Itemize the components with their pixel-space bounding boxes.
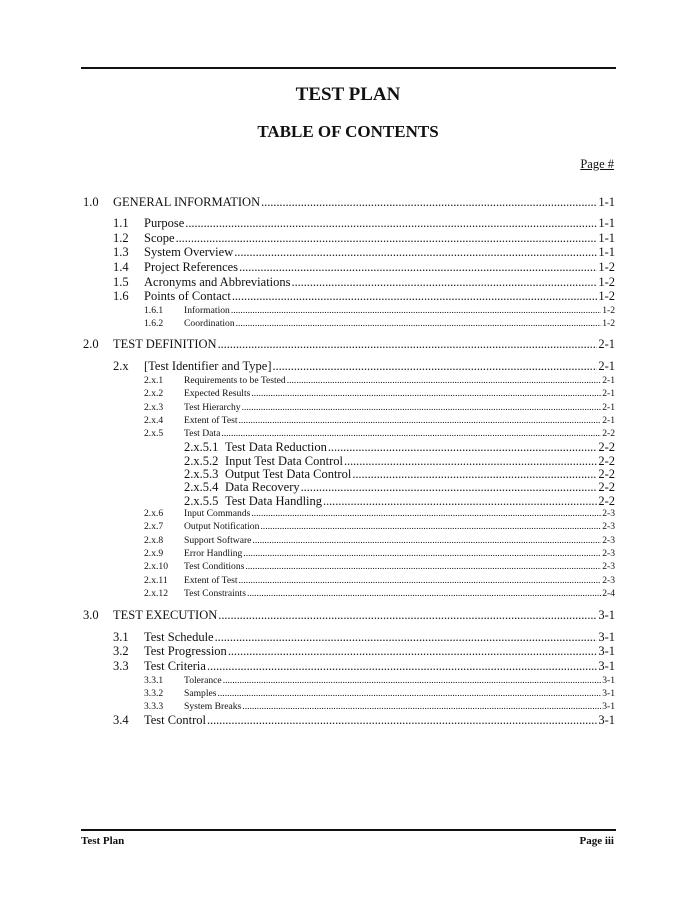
toc-entry-page[interactable]: 1-2 bbox=[598, 289, 615, 303]
dot-leader bbox=[215, 630, 598, 645]
dot-leader bbox=[260, 520, 601, 533]
toc-entry-line bbox=[184, 700, 615, 713]
toc-entry[interactable] bbox=[0, 275, 696, 290]
toc-entry-title[interactable]: Output Test Data Control bbox=[225, 467, 352, 481]
toc-entry-page[interactable]: 1-1 bbox=[598, 231, 615, 245]
toc-entry-line bbox=[184, 587, 615, 600]
toc-entry-number: 2.x.7 bbox=[144, 521, 164, 532]
dot-leader bbox=[207, 713, 597, 728]
toc-entry-number: 1.3 bbox=[113, 245, 129, 259]
toc-entry[interactable] bbox=[0, 216, 696, 231]
toc-entry-line bbox=[144, 659, 615, 674]
toc-entry-page[interactable]: 3-1 bbox=[598, 713, 615, 727]
dot-leader bbox=[234, 245, 597, 260]
toc-entry-line bbox=[184, 534, 615, 547]
toc-entry[interactable] bbox=[0, 507, 696, 520]
toc-entry[interactable] bbox=[0, 401, 696, 414]
footer-page-number: Page iii bbox=[579, 835, 614, 847]
toc-entry-line bbox=[144, 359, 615, 374]
dot-leader bbox=[221, 427, 601, 440]
toc-entry-title[interactable]: Requirements to be Tested bbox=[184, 375, 286, 386]
dot-leader bbox=[218, 337, 598, 352]
toc-entry-title[interactable]: Samples bbox=[184, 688, 217, 699]
toc-entry-title[interactable]: Extent of Test bbox=[184, 575, 238, 586]
toc-entry-line bbox=[184, 560, 615, 573]
toc-entry-page[interactable]: 2-3 bbox=[602, 521, 615, 532]
toc-entry[interactable] bbox=[0, 520, 696, 533]
toc-entry-title[interactable]: System Overview bbox=[144, 245, 234, 259]
toc-entry-number: 1.4 bbox=[113, 260, 129, 274]
toc-entry-line bbox=[144, 231, 615, 246]
toc-entry-line bbox=[184, 674, 615, 687]
toc-entry-number: 1.1 bbox=[113, 216, 129, 230]
toc-entry[interactable] bbox=[0, 245, 696, 260]
dot-leader bbox=[239, 414, 602, 427]
toc-entry[interactable] bbox=[0, 674, 696, 687]
dot-leader bbox=[242, 401, 602, 414]
toc-entry-page[interactable]: 2-1 bbox=[602, 402, 615, 413]
toc-entry-line bbox=[144, 644, 615, 659]
toc-entry[interactable] bbox=[0, 534, 696, 547]
toc-entry-number: 3.4 bbox=[113, 713, 129, 727]
dot-leader bbox=[252, 534, 601, 547]
toc-entry-line bbox=[184, 520, 615, 533]
toc-entry-title[interactable]: Output Notification bbox=[184, 521, 260, 532]
toc-entry-number: 2.x.5.2 bbox=[184, 454, 219, 468]
toc-entry-title[interactable]: Coordination bbox=[184, 318, 235, 329]
toc-entry-number: 3.1 bbox=[113, 630, 129, 644]
toc-entry-page[interactable]: 2-3 bbox=[602, 535, 615, 546]
page-column-header: Page # bbox=[580, 157, 614, 171]
dot-leader bbox=[236, 317, 602, 330]
dot-leader bbox=[301, 480, 598, 495]
toc-entry[interactable] bbox=[0, 440, 696, 455]
toc-entry-title[interactable]: Expected Results bbox=[184, 388, 251, 399]
toc-entry-title[interactable]: Test Progression bbox=[144, 644, 227, 658]
toc-entry-title[interactable]: Scope bbox=[144, 231, 175, 245]
toc-entry-number: 2.x.12 bbox=[144, 588, 168, 599]
toc-entry-line bbox=[144, 245, 615, 260]
toc-entry-page[interactable]: 1-2 bbox=[602, 305, 615, 316]
toc-entry-page[interactable]: 2-2 bbox=[602, 428, 615, 439]
toc-entry[interactable] bbox=[0, 480, 696, 495]
toc-entry-title[interactable]: GENERAL INFORMATION bbox=[113, 195, 261, 209]
dot-leader bbox=[232, 289, 598, 304]
toc-entry-page[interactable]: 3-1 bbox=[598, 630, 615, 644]
toc-entry-line bbox=[113, 608, 615, 623]
dot-leader bbox=[228, 644, 598, 659]
toc-entry-number: 3.3.3 bbox=[144, 701, 164, 712]
toc-entry[interactable] bbox=[0, 260, 696, 275]
toc-entry-page[interactable]: 2-2 bbox=[598, 494, 615, 508]
toc-entry-page[interactable]: 3-1 bbox=[598, 644, 615, 658]
dot-leader bbox=[261, 195, 597, 210]
toc-entry-number: 2.x.5.3 bbox=[184, 467, 219, 481]
toc-entry-number: 3.3.1 bbox=[144, 675, 164, 686]
toc-entry-page[interactable]: 2-2 bbox=[598, 454, 615, 468]
toc-entry[interactable] bbox=[0, 195, 696, 210]
toc-entry-page[interactable]: 2-3 bbox=[602, 548, 615, 559]
toc-entry[interactable] bbox=[0, 574, 696, 587]
dot-leader bbox=[328, 440, 597, 455]
toc-entry-line bbox=[184, 574, 615, 587]
toc-entry-title[interactable]: Test Data Handling bbox=[225, 494, 323, 508]
dot-leader bbox=[292, 275, 598, 290]
toc-entry-number: 2.x.8 bbox=[144, 535, 164, 546]
toc-entry-number: 2.x.5.4 bbox=[184, 480, 219, 494]
toc-entry-title[interactable]: Test Data bbox=[184, 428, 221, 439]
dot-leader bbox=[245, 560, 601, 573]
toc-entry[interactable] bbox=[0, 608, 696, 623]
document-title: TEST PLAN bbox=[295, 84, 401, 105]
toc-heading: TABLE OF CONTENTS bbox=[257, 122, 439, 141]
toc-entry-title[interactable]: [Test Identifier and Type] bbox=[144, 359, 272, 373]
toc-entry[interactable] bbox=[0, 560, 696, 573]
toc-entry-title[interactable]: Test Hierarchy bbox=[184, 402, 241, 413]
toc-entry-title[interactable]: Points of Contact bbox=[144, 289, 231, 303]
toc-entry-number: 2.x.1 bbox=[144, 375, 164, 386]
toc-entry-number: 2.x.6 bbox=[144, 508, 164, 519]
header-rule bbox=[81, 67, 616, 69]
toc-entry-number: 2.x.11 bbox=[144, 575, 168, 586]
dot-leader bbox=[239, 260, 597, 275]
dot-leader bbox=[251, 387, 601, 400]
toc-entry-line bbox=[184, 507, 615, 520]
toc-entry-title[interactable]: Information bbox=[184, 305, 230, 316]
toc-entry-number: 2.x bbox=[113, 359, 129, 373]
dot-leader bbox=[243, 547, 601, 560]
toc-entry[interactable] bbox=[0, 587, 696, 600]
toc-entry-title[interactable]: Test Constraints bbox=[184, 588, 246, 599]
toc-entry-number: 2.x.4 bbox=[144, 415, 164, 426]
toc-entry-page[interactable]: 2-1 bbox=[602, 388, 615, 399]
toc-entry-number: 3.3.2 bbox=[144, 688, 164, 699]
toc-entry-number: 1.6.2 bbox=[144, 318, 164, 329]
dot-leader bbox=[247, 587, 601, 600]
toc-entry-number: 1.6.1 bbox=[144, 305, 164, 316]
dot-leader bbox=[272, 359, 597, 374]
toc-entry-title[interactable]: Data Recovery bbox=[225, 480, 300, 494]
dot-leader bbox=[239, 574, 602, 587]
toc-entry-title[interactable]: TEST DEFINITION bbox=[113, 337, 217, 351]
dot-leader bbox=[231, 304, 601, 317]
toc-entry-page[interactable]: 2-2 bbox=[598, 467, 615, 481]
toc-entry[interactable] bbox=[0, 547, 696, 560]
toc-entry-page[interactable]: 1-1 bbox=[598, 245, 615, 259]
dot-leader bbox=[207, 659, 597, 674]
toc-entry-number: 2.x.10 bbox=[144, 561, 168, 572]
toc-entry-page[interactable]: 2-2 bbox=[598, 480, 615, 494]
toc-entry-title[interactable]: Error Handling bbox=[184, 548, 243, 559]
toc-entry-line bbox=[184, 374, 615, 387]
footer-doc-title: Test Plan bbox=[81, 835, 125, 847]
toc-entry-line bbox=[184, 304, 615, 317]
toc-entry[interactable] bbox=[0, 337, 696, 352]
toc-entry-line bbox=[184, 414, 615, 427]
toc-entry-page[interactable]: 1-1 bbox=[598, 195, 615, 209]
toc-entry-number: 3.0 bbox=[83, 608, 99, 622]
toc-entry-title[interactable]: Test Schedule bbox=[144, 630, 214, 644]
toc-entry-page[interactable]: 1-2 bbox=[598, 260, 615, 274]
toc-entry-page[interactable]: 3-1 bbox=[602, 688, 615, 699]
toc-entry-title[interactable]: Input Commands bbox=[184, 508, 251, 519]
toc-entry-title[interactable]: Tolerance bbox=[184, 675, 222, 686]
toc-entry[interactable] bbox=[0, 387, 696, 400]
toc-entry-line bbox=[184, 401, 615, 414]
toc-entry-title[interactable]: Test Criteria bbox=[144, 659, 206, 673]
toc-entry[interactable] bbox=[0, 359, 696, 374]
toc-entry-line bbox=[144, 630, 615, 645]
toc-entry-page[interactable]: 2-3 bbox=[602, 508, 615, 519]
toc-entry-title[interactable]: Project References bbox=[144, 260, 239, 274]
toc-entry-page[interactable]: 2-1 bbox=[602, 415, 615, 426]
toc-entry[interactable] bbox=[0, 289, 696, 304]
dot-leader bbox=[176, 231, 598, 246]
toc-entry[interactable] bbox=[0, 713, 696, 728]
toc-entry[interactable] bbox=[0, 374, 696, 387]
dot-leader bbox=[185, 216, 597, 231]
toc-entry-page[interactable]: 3-1 bbox=[598, 659, 615, 673]
toc-entry-page[interactable]: 2-1 bbox=[598, 359, 615, 373]
toc-entry[interactable] bbox=[0, 427, 696, 440]
toc-entry-page[interactable]: 2-1 bbox=[602, 375, 615, 386]
dot-leader bbox=[218, 687, 602, 700]
toc-entry-number: 2.x.5 bbox=[144, 428, 164, 439]
toc-entry-line bbox=[113, 195, 615, 210]
toc-entry-title[interactable]: Purpose bbox=[144, 216, 185, 230]
toc-entry-number: 2.x.9 bbox=[144, 548, 164, 559]
toc-entry-title[interactable]: Input Test Data Control bbox=[225, 454, 343, 468]
toc-entry-page[interactable]: 1-2 bbox=[602, 318, 615, 329]
toc-entry[interactable] bbox=[0, 659, 696, 674]
toc-entry-number: 1.5 bbox=[113, 275, 129, 289]
toc-entry-title[interactable]: Test Conditions bbox=[184, 561, 245, 572]
toc-entry-line bbox=[184, 387, 615, 400]
toc-entry[interactable] bbox=[0, 304, 696, 317]
toc-entry-number: 2.0 bbox=[83, 337, 99, 351]
toc-entry[interactable] bbox=[0, 687, 696, 700]
toc-entry[interactable] bbox=[0, 231, 696, 246]
toc-entry-number: 1.2 bbox=[113, 231, 129, 245]
toc-entry-line bbox=[144, 289, 615, 304]
toc-entry[interactable] bbox=[0, 630, 696, 645]
toc-entry[interactable] bbox=[0, 317, 696, 330]
toc-entry-title[interactable]: Acronyms and Abbreviations bbox=[144, 275, 291, 289]
toc-entry[interactable] bbox=[0, 414, 696, 427]
toc-entry-line bbox=[144, 275, 615, 290]
footer-rule bbox=[81, 829, 616, 831]
toc-entry-number: 2.x.3 bbox=[144, 402, 164, 413]
toc-entry-title[interactable]: TEST EXECUTION bbox=[113, 608, 218, 622]
toc-entry-number: 2.x.2 bbox=[144, 388, 164, 399]
toc-entry-title[interactable]: Test Data Reduction bbox=[225, 440, 327, 454]
toc-entry-line bbox=[184, 687, 615, 700]
toc-entry-line bbox=[113, 337, 615, 352]
toc-entry-number: 2.x.5.1 bbox=[184, 440, 219, 454]
toc-entry-page[interactable]: 2-1 bbox=[598, 337, 615, 351]
toc-entry-page[interactable]: 2-3 bbox=[602, 561, 615, 572]
toc-entry-page[interactable]: 2-4 bbox=[602, 588, 615, 599]
toc-entry-page[interactable]: 3-1 bbox=[598, 608, 615, 622]
toc-entry-page[interactable]: 3-1 bbox=[602, 701, 615, 712]
dot-leader bbox=[251, 507, 601, 520]
toc-entry-line bbox=[184, 427, 615, 440]
dot-leader bbox=[242, 700, 601, 713]
toc-entry-title[interactable]: Test Control bbox=[144, 713, 206, 727]
toc-entry-page[interactable]: 1-2 bbox=[598, 275, 615, 289]
toc-entry-line bbox=[225, 480, 615, 495]
toc-entry-page[interactable]: 3-1 bbox=[602, 675, 615, 686]
toc-entry-number: 1.0 bbox=[83, 195, 99, 209]
toc-entry-number: 3.2 bbox=[113, 644, 129, 658]
toc-entry-number: 3.3 bbox=[113, 659, 129, 673]
toc-entry-title[interactable]: Extent of Test bbox=[184, 415, 238, 426]
toc-entry-line bbox=[225, 440, 615, 455]
toc-entry-line bbox=[144, 713, 615, 728]
toc-entry-line bbox=[144, 260, 615, 275]
toc-entry[interactable] bbox=[0, 644, 696, 659]
toc-entry[interactable] bbox=[0, 700, 696, 713]
toc-entry-page[interactable]: 2-2 bbox=[598, 440, 615, 454]
toc-entry-line bbox=[144, 216, 615, 231]
dot-leader bbox=[223, 674, 602, 687]
dot-leader bbox=[218, 608, 597, 623]
toc-entry-number: 1.6 bbox=[113, 289, 129, 303]
toc-entry-title[interactable]: System Breaks bbox=[184, 701, 242, 712]
toc-entry-line bbox=[184, 547, 615, 560]
toc-entry-title[interactable]: Support Software bbox=[184, 535, 252, 546]
dot-leader bbox=[287, 374, 601, 387]
toc-entry-page[interactable]: 2-3 bbox=[602, 575, 615, 586]
toc-entry-page[interactable]: 1-1 bbox=[598, 216, 615, 230]
toc-entry-line bbox=[184, 317, 615, 330]
toc-entry-number: 2.x.5.5 bbox=[184, 494, 219, 508]
